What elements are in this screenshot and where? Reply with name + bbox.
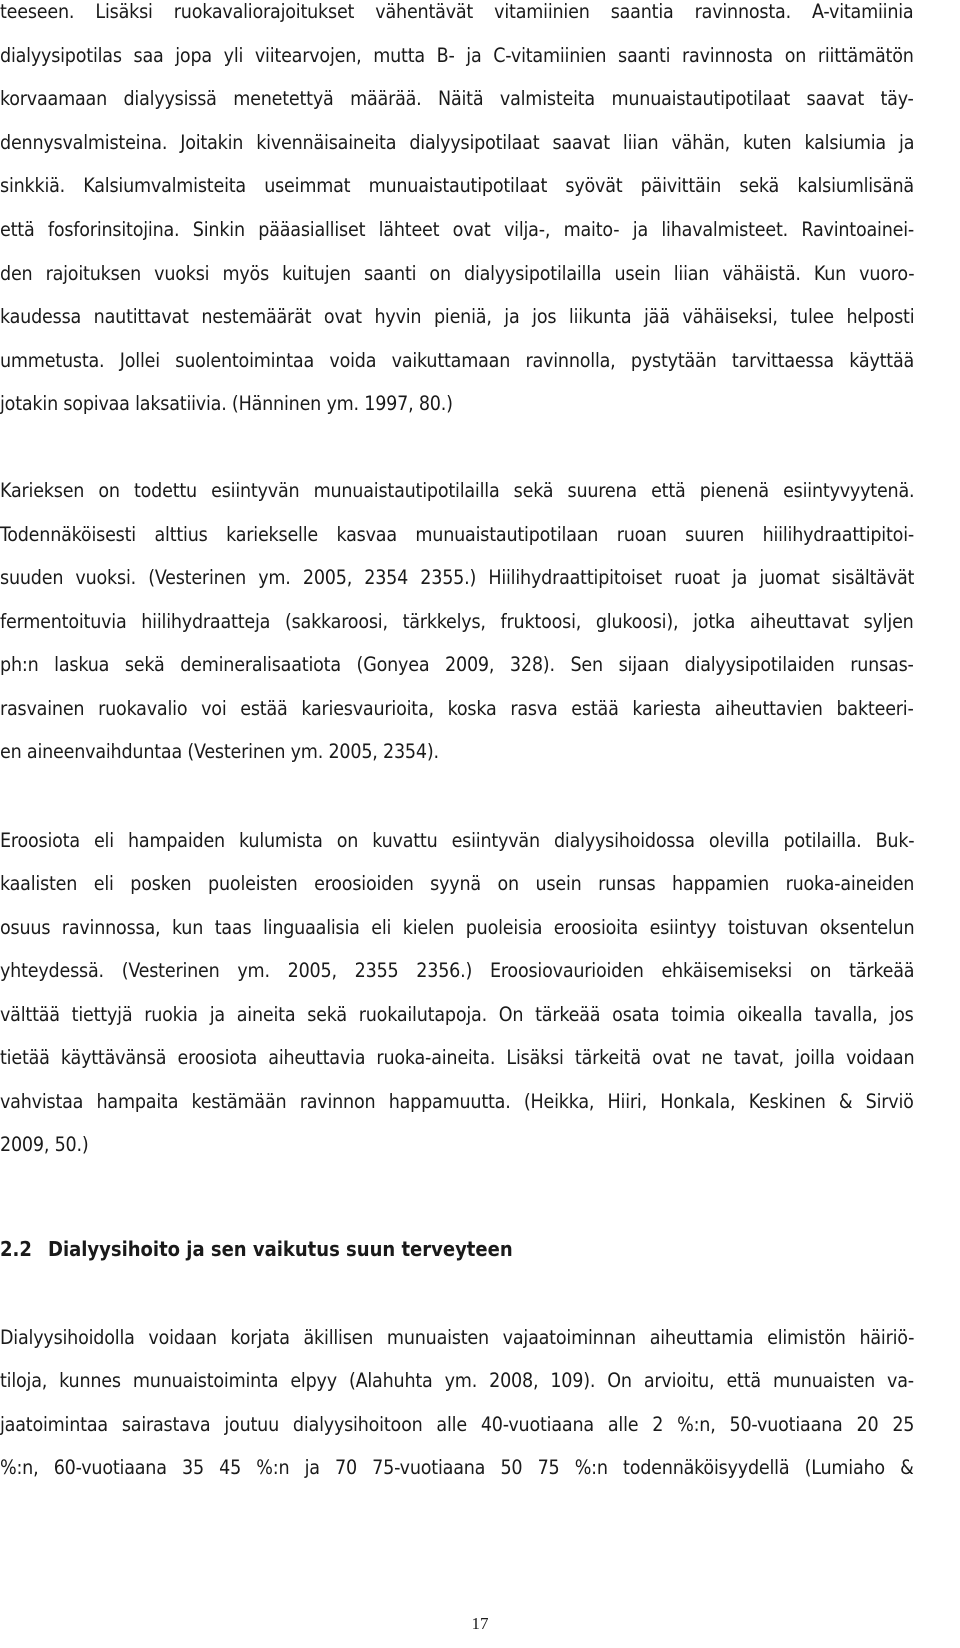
paragraph-1-line-6: että fosforinsitojina. Sinkin pääasialliset lähteet ovat vilja-, maito- ja lihavalmisteet. Ravintoainei- (0, 218, 915, 241)
paragraph-1-line-7: den rajoituksen vuoksi myös kuitujen saanti on dialyysipotilailla usein liian vähäistä. Kun vuoro- (0, 262, 915, 285)
paragraph-4-line-3: jaatoimintaa sairastava joutuu dialyysihoitoon alle 40-vuotiaana alle 2 %:n, 50-vuotiaana 20 25 (0, 1413, 915, 1436)
paragraph-1-line-2: dialyysipotilas saa jopa yli viitearvojen, mutta B- ja C-vitamiinien saanti ravinnosta on riittämätön (0, 44, 914, 67)
paragraph-1-line-9: ummetusta. Jollei suolentoimintaa voida vaikuttamaan ravinnolla, pystytään tarvittaessa käyttää (0, 349, 915, 372)
paragraph-1-line-3: korvaamaan dialyysissä menetettyä määrää. Näitä valmisteita munuaistautipotilaat saavat täy- (0, 87, 914, 110)
paragraph-4-line-2: tiloja, kunnes munuaistoiminta elpyy (Alahuhta ym. 2008, 109). On arvioitu, että munuaisten va- (0, 1369, 914, 1392)
paragraph-2-line-2: Todennäköisesti alttius kariekselle kasvaa munuaistautipotilaan ruoan suuren hiilihydraattipitoi- (0, 523, 914, 546)
paragraph-1-line-4: dennysvalmisteina. Joitakin kivennäisaineita dialyysipotilaat saavat liian vähän, kuten kalsiumia ja (0, 131, 915, 154)
paragraph-1-line-10: jotakin sopivaa laksatiivia. (Hänninen ym. 1997, 80.) (0, 392, 453, 415)
paragraph-3-line-6: tietää käyttävänsä eroosiota aiheuttavia ruoka-aineita. Lisäksi tärkeitä ovat ne tavat, joilla voidaan (0, 1046, 915, 1069)
paragraph-2-line-4: fermentoituvia hiilihydraatteja (sakkaroosi, tärkkelys, fruktoosi, glukoosi), jotka aiheuttavat syljen (0, 610, 914, 633)
paragraph-2-line-1: Karieksen on todettu esiintyvän munuaistautipotilailla sekä suurena että pienenä esiintyvyytenä. (0, 479, 915, 502)
paragraph-3-line-3: osuus ravinnossa, kun taas linguaalisia eli kielen puoleisia eroosioita esiintyy toistuvan oksentelun (0, 916, 915, 939)
paragraph-2-line-3: suuden vuoksi. (Vesterinen ym. 2005, 2354 2355.) Hiilihydraattipitoiset ruoat ja juomat sisältävät (0, 566, 915, 589)
paragraph-1-line-5: sinkkiä. Kalsiumvalmisteita useimmat munuaistautipotilaat syövät päivittäin sekä kalsiumlisänä (0, 174, 914, 197)
paragraph-3-line-7: vahvistaa hampaita kestämään ravinnon happamuutta. (Heikka, Hiiri, Honkala, Keskinen & Sirviö (0, 1090, 914, 1113)
page-number: 17 (471, 1614, 489, 1633)
section-number: 2.2 (0, 1237, 32, 1261)
paragraph-3-line-4: yhteydessä. (Vesterinen ym. 2005, 2355 2356.) Eroosiovaurioiden ehkäisemiseksi on tärkeää (0, 959, 915, 982)
paragraph-4-line-4: %:n, 60-vuotiaana 35 45 %:n ja 70 75-vuotiaana 50 75 %:n todennäköisyydellä (Lumiaho & (0, 1456, 914, 1479)
paragraph-1-line-1: teeseen. Lisäksi ruokavaliorajoitukset vähentävät vitamiinien saantia ravinnosta. A-vitamiinia (0, 0, 914, 23)
paragraph-3-line-5: välttää tiettyjä ruokia ja aineita sekä ruokailutapoja. On tärkeää osata toimia oikealla tavalla, jos (0, 1003, 914, 1026)
section-heading (0, 1237, 513, 1261)
paragraph-4-line-1: Dialyysihoidolla voidaan korjata äkillisen munuaisten vajaatoiminnan aiheuttamia elimistön häiriö- (0, 1326, 915, 1349)
paragraph-1-line-8: kaudessa nautittavat nestemäärät ovat hyvin pieniä, ja jos liikunta jää vähäiseksi, tulee helposti (0, 305, 915, 328)
section-title: Dialyysihoito ja sen vaikutus suun terveyteen (48, 1237, 513, 1261)
paragraph-2-line-6: rasvainen ruokavalio voi estää kariesvaurioita, koska rasva estää kariesta aiheuttavien bakteeri- (0, 697, 914, 720)
paragraph-2-line-5: ph:n laskua sekä demineralisaatiota (Gonyea 2009, 328). Sen sijaan dialyysipotilaiden runsas- (0, 653, 914, 676)
paragraph-3-line-1: Eroosiota eli hampaiden kulumista on kuvattu esiintyvän dialyysihoidossa olevilla potilailla. Buk- (0, 829, 915, 852)
paragraph-3-line-8: 2009, 50.) (0, 1133, 89, 1156)
paragraph-2-line-7: en aineenvaihduntaa (Vesterinen ym. 2005, 2354). (0, 740, 439, 763)
paragraph-3-line-2: kaalisten eli posken puoleisten eroosioiden syynä on usein runsas happamien ruoka-aineiden (0, 872, 915, 895)
